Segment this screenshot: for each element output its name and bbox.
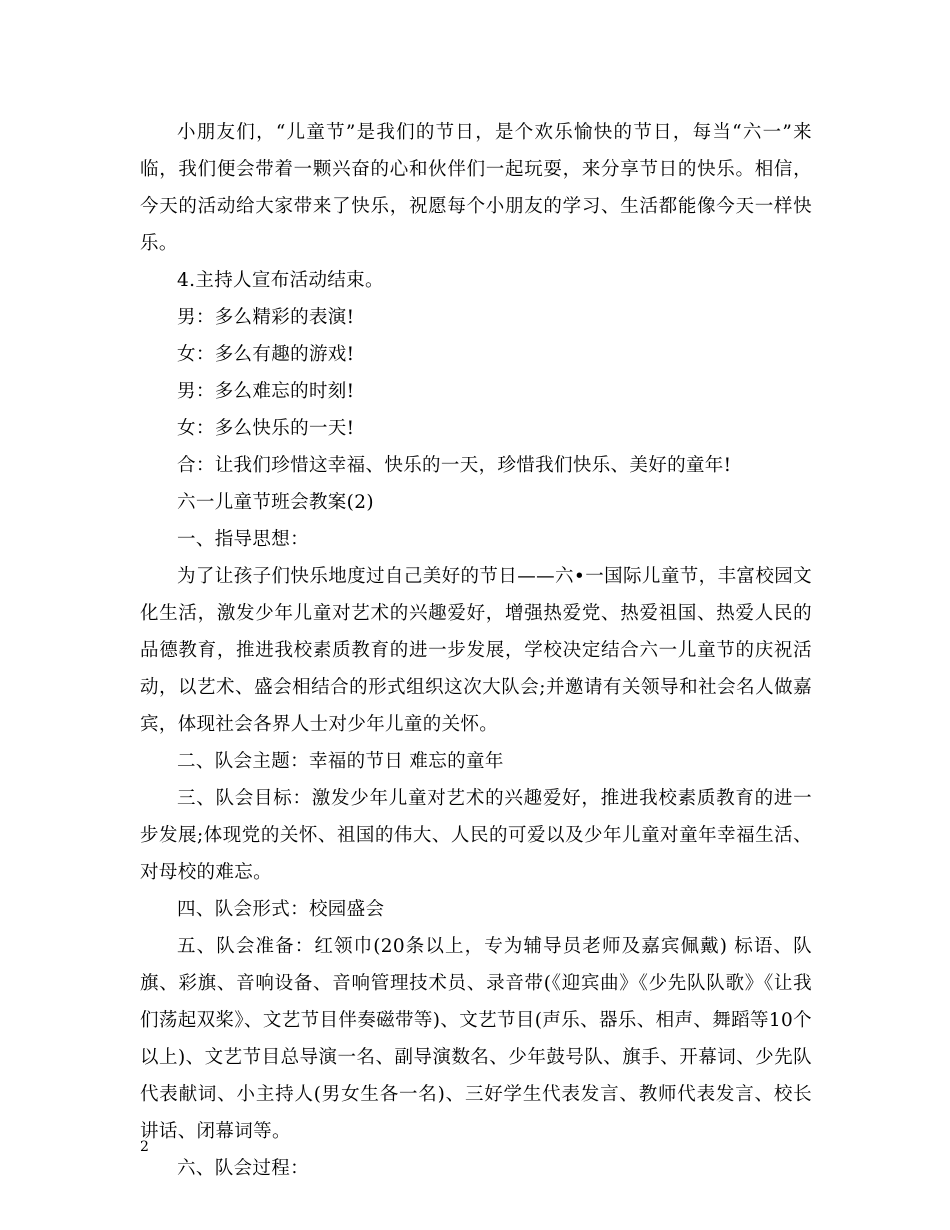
paragraph-meeting-format: 四、队会形式：校园盛会	[177, 899, 385, 920]
document-body	[140, 114, 812, 1187]
paragraph-meeting-goals: 三、队会目标：激发少年儿童对艺术的兴趣爱好，推进我校素质教育的进一步发展;体现党的关怀、祖国的伟大、人民的可爱以及少年儿童对童年幸福生活、对母校的难忘。	[140, 788, 812, 883]
paragraph-dialogue-together: 合：让我们珍惜这幸福、快乐的一天，珍惜我们快乐、美好的童年!	[177, 455, 732, 476]
paragraph-dialogue-male-1: 男：多么精彩的表演!	[177, 307, 355, 328]
paragraph-dialogue-male-2: 男：多么难忘的时刻!	[177, 381, 355, 402]
paragraph-meeting-preparation: 五、队会准备：红领巾(20条以上，专为辅导员老师及嘉宾佩戴) 标语、队旗、彩旗、音响设备、音响管理技术员、录音带(《迎宾曲》《少先队队歌》《让我们荡起双桨》、文艺节目伴奏磁带等)、文艺节目(声乐、器乐、相声、舞蹈等10个以上)、文艺节目总导演一名、副导演数名、少年鼓号队、旗手、开幕词、少先队代表献词、小主持人(男女生各一名)、三好学生代表发言、教师代表发言、校长讲话、闭幕词等。	[140, 936, 812, 1142]
paragraph-host-announcement: 4.主持人宣布活动结束。	[177, 270, 384, 291]
paragraph-closing-speech: 小朋友们，“儿童节”是我们的节日，是个欢乐愉快的节日，每当“六一”来临，我们便会带着一颗兴奋的心和伙伴们一起玩耍，来分享节日的快乐。相信，今天的活动给大家带来了快乐，祝愿每个小朋友的学习、生活都能像今天一样快乐。	[140, 122, 812, 254]
paragraph-guiding-ideology: 为了让孩子们快乐地度过自己美好的节日——六•一国际儿童节，丰富校园文化生活，激发少年儿童对艺术的兴趣爱好，增强热爱党、热爱祖国、热爱人民的品德教育，推进我校素质教育的进一步发展，学校决定结合六一儿童节的庆祝活动，以艺术、盛会相结合的形式组织这次大队会;并邀请有关领导和社会名人做嘉宾，体现社会各界人士对少年儿童的关怀。	[140, 566, 812, 735]
paragraph-dialogue-female-1: 女：多么有趣的游戏!	[177, 344, 355, 365]
section-title-lesson-plan: 六一儿童节班会教案(2)	[177, 492, 374, 513]
page-number: 2	[140, 1139, 149, 1155]
paragraph-meeting-theme: 二、队会主题：幸福的节日 难忘的童年	[177, 751, 504, 772]
heading-meeting-process: 六、队会过程：	[177, 1158, 309, 1179]
paragraph-dialogue-female-2: 女：多么快乐的一天!	[177, 418, 355, 439]
heading-guiding-ideology: 一、指导思想：	[177, 529, 309, 550]
